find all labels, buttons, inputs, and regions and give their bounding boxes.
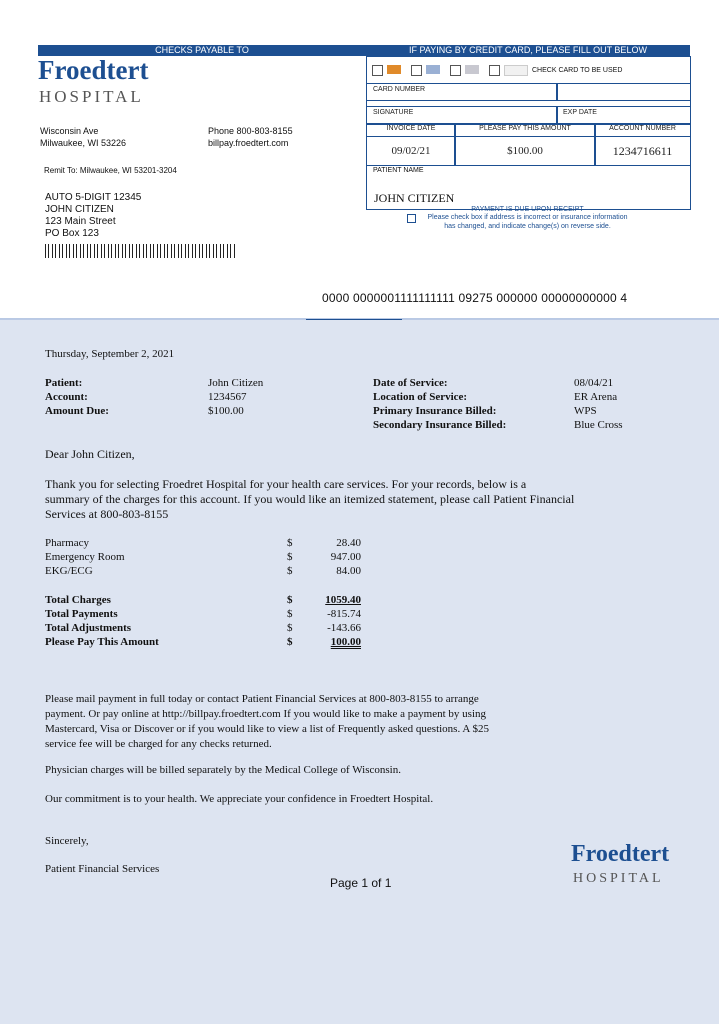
charge-currency: $	[287, 537, 293, 549]
please-pay-label: PLEASE PAY THIS AMOUNT	[479, 125, 571, 132]
checkbox-icon[interactable]	[372, 65, 383, 76]
mail-line3: 123 Main Street	[45, 216, 116, 227]
patient-value: John Citizen	[208, 377, 264, 389]
signoff: Patient Financial Services	[45, 863, 160, 875]
total-amount: -143.66	[327, 622, 361, 634]
amount-due-value: $100.00	[208, 405, 244, 417]
scanline: 0000 0000001111111111 09275 000000 00000000000 4	[322, 291, 628, 305]
greeting: Dear John Citizen,	[45, 447, 135, 461]
check-box-note1: Please check box if address is incorrect or insurance information	[427, 214, 628, 221]
credit-card-bar	[366, 45, 690, 56]
signature-field[interactable]	[366, 106, 558, 124]
credit-card-label: IF PAYING BY CREDIT CARD, PLEASE FILL OUT BELOW	[409, 45, 647, 55]
total-currency: $	[287, 608, 293, 620]
phone: Phone 800-803-8155	[208, 126, 293, 136]
charge-label: EKG/ECG	[45, 565, 93, 577]
signature-label: SIGNATURE	[373, 109, 414, 116]
primary-ins-label: Primary Insurance Billed:	[373, 405, 497, 417]
postal-barcode	[45, 244, 235, 258]
mail-para-line2: payment. Or pay online at http://billpay.froedtert.com If you would like to make a payment by using	[45, 708, 487, 720]
total-label: Total Payments	[45, 608, 118, 620]
checkbox-icon[interactable]	[489, 65, 500, 76]
secondary-ins-label: Secondary Insurance Billed:	[373, 419, 507, 431]
charge-amount: 947.00	[330, 551, 361, 563]
checkbox-icon[interactable]	[450, 65, 461, 76]
check-card-label: CHECK CARD TO BE USED	[532, 67, 623, 74]
card-number-field-2[interactable]	[556, 83, 691, 101]
account-number-label: ACCOUNT NUMBER	[609, 125, 676, 132]
payment-due: PAYMENT IS DUE UPON RECEIPT	[471, 206, 584, 213]
location-value: ER Arena	[574, 391, 618, 403]
address-change-checkbox[interactable]	[407, 214, 416, 223]
card-options	[372, 65, 528, 76]
please-pay-amount: 100.00	[330, 636, 361, 648]
mail-para-line4: service fee will be charged for any checks returned.	[45, 738, 272, 750]
charge-label: Emergency Room	[45, 551, 125, 563]
account-number-value: 1234716611	[594, 136, 691, 166]
total-amount: -815.74	[327, 608, 361, 620]
card-number-label: CARD NUMBER	[373, 86, 426, 93]
website: billpay.froedtert.com	[208, 138, 289, 148]
patient-name-value: JOHN CITIZEN	[374, 191, 455, 205]
intro-line1: Thank you for selecting Froedret Hospital for your health care services. For your records, below is a	[45, 477, 527, 491]
card-number-field[interactable]	[366, 83, 558, 101]
please-pay-currency: $	[287, 636, 293, 648]
physician-note: Physician charges will be billed separately by the Medical College of Wisconsin.	[45, 764, 401, 776]
exp-date-field[interactable]	[556, 106, 691, 124]
invoice-date-label: INVOICE DATE	[386, 125, 436, 132]
invoice-date-value: 09/02/21	[366, 136, 456, 166]
sincerely: Sincerely,	[45, 835, 89, 847]
intro-line3: Services at 800-803-8155	[45, 507, 169, 521]
intro-line2: summary of the charges for this account. If you would like an itemized statement, please call Patient Financial	[45, 492, 575, 506]
date-of-service-value: 08/04/21	[574, 377, 614, 389]
invoice-date: Thursday, September 2, 2021	[45, 348, 175, 360]
checkbox-icon[interactable]	[411, 65, 422, 76]
total-label: Total Charges	[45, 594, 111, 606]
mail-line4: PO Box 123	[45, 228, 99, 239]
charge-amount: 28.40	[336, 537, 361, 549]
please-pay-label: Please Pay This Amount	[45, 636, 159, 648]
mail-para-line1: Please mail payment in full today or contact Patient Financial Services at 800-803-8155 to arrange	[45, 693, 479, 705]
checks-payable-label: CHECKS PAYABLE TO	[155, 45, 249, 55]
charge-label: Pharmacy	[45, 537, 89, 549]
mail-line2: JOHN CITIZEN	[45, 204, 114, 215]
total-amount: 1059.40	[325, 594, 361, 606]
discover-icon	[504, 65, 528, 76]
account-value: 1234567	[208, 391, 247, 403]
location-label: Location of Service:	[373, 391, 468, 403]
logo-sub-top: HOSPITAL	[39, 87, 144, 106]
address-line2: Milwaukee, WI 53226	[40, 138, 127, 148]
commitment: Our commitment is to your health. We appreciate your confidence in Froedtert Hospital.	[45, 793, 434, 805]
patient-label: Patient:	[45, 377, 83, 389]
secondary-ins-value: Blue Cross	[574, 419, 623, 431]
logo-bottom: Froedtert	[571, 841, 670, 867]
check-box-note2: has changed, and indicate change(s) on reverse side.	[444, 223, 611, 230]
visa-icon	[426, 65, 440, 74]
page-number: Page 1 of 1	[330, 876, 392, 890]
exp-label: EXP DATE	[563, 109, 597, 116]
charge-currency: $	[287, 551, 293, 563]
account-label: Account:	[45, 391, 88, 403]
total-label: Total Adjustments	[45, 622, 132, 634]
mail-line1: AUTO 5-DIGIT 12345	[45, 192, 142, 203]
total-currency: $	[287, 622, 293, 634]
logo-sub-bottom: HOSPITAL	[573, 871, 664, 886]
charge-amount: 84.00	[336, 565, 361, 577]
charge-currency: $	[287, 565, 293, 577]
logo-top: Froedtert	[38, 55, 149, 85]
please-pay-value: $100.00	[454, 136, 596, 166]
remit-to: Remit To: Milwaukee, WI 53201-3204	[44, 166, 177, 175]
mail-para-line3: Mastercard, Visa or Discover or if you would like to view a list of Frequently asked questions. A $25	[45, 723, 489, 735]
patient-name-label: PATIENT NAME	[373, 167, 424, 174]
amex-icon	[465, 65, 479, 74]
primary-ins-value: WPS	[574, 405, 597, 417]
date-of-service-label: Date of Service:	[373, 377, 448, 389]
address-line1: Wisconsin Ave	[40, 126, 99, 136]
total-currency: $	[287, 594, 293, 606]
amount-due-label: Amount Due:	[45, 405, 109, 417]
mastercard-icon	[387, 65, 401, 74]
